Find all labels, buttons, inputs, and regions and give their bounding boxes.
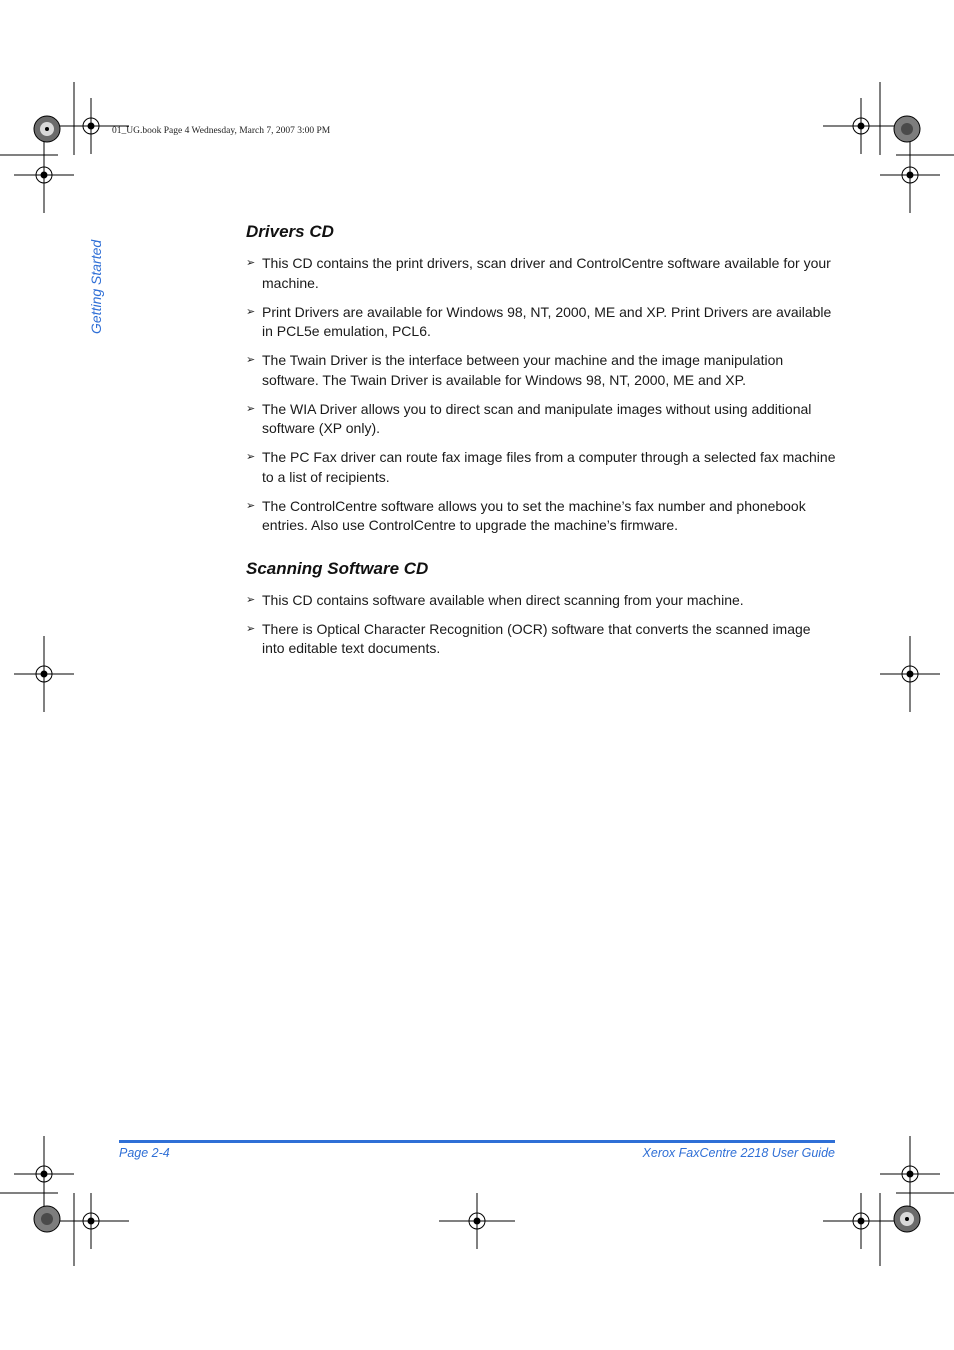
color-target-icon <box>34 116 60 142</box>
guide-title: Xerox FaxCentre 2218 User Guide <box>642 1146 835 1160</box>
print-stamp: 01_UG.book Page 4 Wednesday, March 7, 2007 3:00 PM <box>112 126 331 136</box>
list-item-text: Print Drivers are available for Windows 98, NT, 2000, ME and XP. Print Drivers are available in PCL5e emulation, PCL6. <box>262 303 832 339</box>
list-item <box>246 591 836 611</box>
list-item-text: The ControlCentre software allows you to set the machine’s fax number and phonebook entries. Also use ControlCentre to upgrade the machine’s firmware. <box>262 497 806 533</box>
list-item <box>246 303 836 342</box>
list-item-text: There is Optical Character Recognition (OCR) software that converts the scanned image into editable text documents. <box>262 620 811 656</box>
page-number: Page 2-4 <box>119 1146 170 1160</box>
section-drivers-cd <box>246 219 836 536</box>
arrowhead-bullet-icon: ➢ <box>246 499 256 512</box>
main-content <box>246 219 836 668</box>
list-item <box>246 497 836 536</box>
list-item-text: The Twain Driver is the interface between your machine and the image manipulation software. The Twain Driver is available for Windows 98, NT, 2000, ME and XP. <box>262 352 784 388</box>
list-item-text: The WIA Driver allows you to direct scan and manipulate images without using additional software (XP only). <box>262 400 812 436</box>
footer-divider <box>119 1140 835 1143</box>
arrowhead-bullet-icon: ➢ <box>246 402 256 415</box>
arrowhead-bullet-icon: ➢ <box>246 593 256 606</box>
section-heading: Scanning Software CD <box>246 558 429 578</box>
color-target-icon <box>894 116 920 142</box>
section-scanning-software-cd <box>246 556 836 659</box>
list-item-text: This CD contains the print drivers, scan driver and ControlCentre software available for your machine. <box>262 255 831 291</box>
list-item <box>246 620 836 659</box>
arrowhead-bullet-icon: ➢ <box>246 354 256 366</box>
arrowhead-bullet-icon: ➢ <box>246 451 256 463</box>
bullet-list <box>246 591 836 659</box>
arrowhead-bullet-icon: ➢ <box>246 305 256 318</box>
section-heading: Drivers CD <box>246 222 334 241</box>
chapter-side-tab: Getting Started <box>88 239 104 334</box>
list-item <box>246 254 836 293</box>
arrowhead-bullet-icon: ➢ <box>246 622 256 635</box>
color-target-icon <box>34 1206 60 1232</box>
bullet-list <box>246 254 836 536</box>
list-item-text: This CD contains software available when direct scanning from your machine. <box>262 591 744 608</box>
list-item <box>246 351 836 390</box>
list-item <box>246 448 836 487</box>
color-target-icon <box>894 1206 920 1232</box>
list-item-text: The PC Fax driver can route fax image files from a computer through a selected fax machine to a list of recipients. <box>262 449 836 485</box>
list-item <box>246 400 836 439</box>
arrowhead-bullet-icon: ➢ <box>246 257 256 269</box>
